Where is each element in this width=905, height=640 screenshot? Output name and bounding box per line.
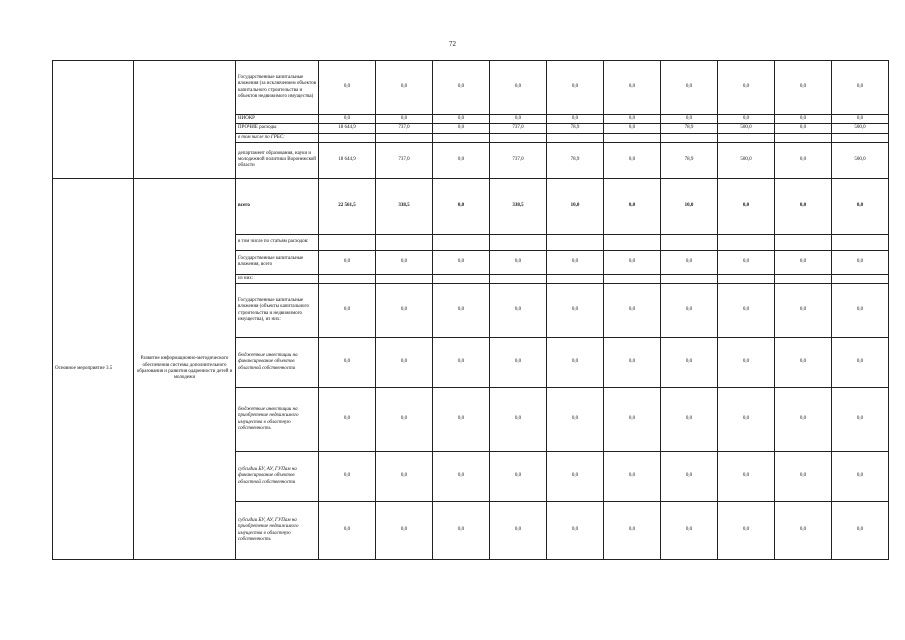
value-cell: 0,0 bbox=[433, 388, 490, 452]
value-cell: 0,0 bbox=[376, 284, 433, 338]
row-label: в том числе по статьям расходов: bbox=[236, 234, 319, 250]
value-cell: 0,0 bbox=[775, 178, 832, 234]
row-label: в том числе по ГРБС: bbox=[236, 133, 319, 142]
value-cell: 0,0 bbox=[832, 250, 889, 274]
row-label: Государственные капитальные вложения (объекты капитального строительства и недвижимого имущества), из них: bbox=[236, 284, 319, 338]
value-cell: 0,0 bbox=[661, 250, 718, 274]
value-cell bbox=[832, 234, 889, 250]
value-cell: 0,0 bbox=[433, 338, 490, 388]
value-cell: 500,0 bbox=[718, 124, 775, 133]
value-cell bbox=[718, 274, 775, 283]
value-cell: 0,0 bbox=[604, 388, 661, 452]
value-cell: 0,0 bbox=[604, 178, 661, 234]
value-cell bbox=[319, 234, 376, 250]
value-cell: 0,0 bbox=[832, 502, 889, 560]
row-label: департамент образования, науки и молодежной политики Воронежской области bbox=[236, 142, 319, 178]
value-cell: 0,0 bbox=[376, 115, 433, 124]
value-cell: 0,0 bbox=[319, 115, 376, 124]
value-cell: 0,0 bbox=[490, 61, 547, 115]
value-cell: 0,0 bbox=[433, 61, 490, 115]
measure-label: Основное мероприятие 3.5 bbox=[53, 178, 134, 559]
value-cell: 0,0 bbox=[775, 115, 832, 124]
value-cell bbox=[661, 274, 718, 283]
row-label: всего bbox=[236, 178, 319, 234]
value-cell: 0,0 bbox=[604, 142, 661, 178]
row-label: НИОКР bbox=[236, 115, 319, 124]
value-cell: 0,0 bbox=[604, 250, 661, 274]
row-label: из них: bbox=[236, 274, 319, 283]
value-cell: 0,0 bbox=[376, 502, 433, 560]
value-cell: 737,0 bbox=[376, 124, 433, 133]
value-cell: 0,0 bbox=[376, 250, 433, 274]
value-cell: 0,0 bbox=[718, 388, 775, 452]
value-cell: 0,0 bbox=[433, 142, 490, 178]
value-cell: 10,0 bbox=[661, 178, 718, 234]
value-cell: 500,0 bbox=[718, 142, 775, 178]
value-cell: 0,0 bbox=[433, 124, 490, 133]
value-cell bbox=[604, 274, 661, 283]
value-cell: 0,0 bbox=[319, 338, 376, 388]
value-cell: 0,0 bbox=[319, 250, 376, 274]
value-cell bbox=[433, 234, 490, 250]
value-cell: 0,0 bbox=[718, 502, 775, 560]
value-cell: 0,0 bbox=[775, 284, 832, 338]
value-cell: 0,0 bbox=[661, 61, 718, 115]
value-cell: 338,5 bbox=[376, 178, 433, 234]
value-cell: 0,0 bbox=[775, 142, 832, 178]
value-cell: 18 644,9 bbox=[319, 124, 376, 133]
value-cell bbox=[661, 234, 718, 250]
value-cell: 0,0 bbox=[832, 388, 889, 452]
value-cell: 0,0 bbox=[547, 452, 604, 502]
row-label: бюджетные инвестиции на приобретение недвижимого имущества в областную собственность bbox=[236, 388, 319, 452]
value-cell bbox=[547, 133, 604, 142]
value-cell: 0,0 bbox=[547, 502, 604, 560]
value-cell: 737,0 bbox=[376, 142, 433, 178]
value-cell: 0,0 bbox=[547, 338, 604, 388]
row-label: субсидии БУ, АУ, ГУПам на финансирование объектов областной собственности bbox=[236, 452, 319, 502]
value-cell: 737,0 bbox=[490, 142, 547, 178]
value-cell: 0,0 bbox=[832, 178, 889, 234]
value-cell: 78,9 bbox=[547, 142, 604, 178]
value-cell: 0,0 bbox=[319, 502, 376, 560]
value-cell: 0,0 bbox=[490, 388, 547, 452]
value-cell bbox=[376, 234, 433, 250]
value-cell: 0,0 bbox=[718, 452, 775, 502]
value-cell: 0,0 bbox=[718, 115, 775, 124]
value-cell bbox=[775, 274, 832, 283]
value-cell bbox=[319, 274, 376, 283]
table-row bbox=[53, 178, 889, 234]
value-cell: 0,0 bbox=[604, 124, 661, 133]
value-cell: 0,0 bbox=[433, 452, 490, 502]
value-cell: 0,0 bbox=[547, 284, 604, 338]
value-cell: 0,0 bbox=[718, 338, 775, 388]
value-cell: 0,0 bbox=[832, 338, 889, 388]
value-cell bbox=[376, 274, 433, 283]
table-row bbox=[53, 61, 889, 115]
value-cell: 0,0 bbox=[832, 115, 889, 124]
value-cell: 0,0 bbox=[490, 250, 547, 274]
row-label: Государственные капитальные вложения, всего bbox=[236, 250, 319, 274]
value-cell: 0,0 bbox=[319, 284, 376, 338]
value-cell: 0,0 bbox=[319, 452, 376, 502]
value-cell bbox=[832, 133, 889, 142]
value-cell bbox=[490, 274, 547, 283]
value-cell: 0,0 bbox=[547, 115, 604, 124]
value-cell: 737,0 bbox=[490, 124, 547, 133]
value-cell: 0,0 bbox=[718, 250, 775, 274]
value-cell bbox=[718, 133, 775, 142]
value-cell: 0,0 bbox=[604, 61, 661, 115]
budget-table bbox=[52, 60, 889, 560]
value-cell: 0,0 bbox=[490, 115, 547, 124]
value-cell: 0,0 bbox=[490, 284, 547, 338]
value-cell: 0,0 bbox=[376, 338, 433, 388]
value-cell bbox=[604, 133, 661, 142]
row-label: бюджетные инвестиции на финансирование объектов областной собственности bbox=[236, 338, 319, 388]
value-cell: 0,0 bbox=[433, 178, 490, 234]
value-cell: 0,0 bbox=[604, 284, 661, 338]
value-cell: 0,0 bbox=[376, 452, 433, 502]
value-cell: 0,0 bbox=[376, 388, 433, 452]
row-label: субсидии БУ, АУ, ГУПам на приобретение недвижимого имущества в областную собственность bbox=[236, 502, 319, 560]
value-cell bbox=[775, 133, 832, 142]
value-cell: 0,0 bbox=[490, 338, 547, 388]
value-cell: 0,0 bbox=[661, 115, 718, 124]
value-cell: 0,0 bbox=[775, 452, 832, 502]
value-cell: 0,0 bbox=[661, 388, 718, 452]
value-cell: 500,0 bbox=[832, 124, 889, 133]
value-cell: 0,0 bbox=[775, 124, 832, 133]
page-number: 72 bbox=[449, 40, 456, 48]
value-cell bbox=[661, 133, 718, 142]
value-cell: 500,0 bbox=[832, 142, 889, 178]
value-cell: 0,0 bbox=[775, 338, 832, 388]
value-cell: 0,0 bbox=[376, 61, 433, 115]
value-cell: 0,0 bbox=[832, 452, 889, 502]
row-label: ПРОЧИЕ расходы bbox=[236, 124, 319, 133]
value-cell: 0,0 bbox=[490, 502, 547, 560]
value-cell: 0,0 bbox=[604, 115, 661, 124]
value-cell bbox=[490, 234, 547, 250]
value-cell bbox=[490, 133, 547, 142]
value-cell: 0,0 bbox=[718, 61, 775, 115]
value-cell: 0,0 bbox=[433, 115, 490, 124]
value-cell: 0,0 bbox=[775, 61, 832, 115]
measure-description: Развитие информационно-методического обеспечения системы дополнительного образования и развития одаренности детей и молодежи bbox=[134, 178, 236, 559]
value-cell: 0,0 bbox=[319, 388, 376, 452]
value-cell: 0,0 bbox=[775, 388, 832, 452]
value-cell: 22 561,5 bbox=[319, 178, 376, 234]
value-cell: 78,9 bbox=[661, 124, 718, 133]
value-cell bbox=[832, 274, 889, 283]
row-label: Государственные капитальные вложения (за исключением объектов капитального строительства и объектов недвижимого имущества) bbox=[236, 61, 319, 115]
value-cell: 0,0 bbox=[604, 452, 661, 502]
value-cell: 0,0 bbox=[433, 502, 490, 560]
value-cell: 0,0 bbox=[775, 250, 832, 274]
value-cell: 0,0 bbox=[661, 452, 718, 502]
value-cell: 0,0 bbox=[718, 178, 775, 234]
value-cell: 0,0 bbox=[319, 61, 376, 115]
value-cell bbox=[376, 133, 433, 142]
value-cell bbox=[319, 133, 376, 142]
value-cell bbox=[433, 274, 490, 283]
value-cell: 0,0 bbox=[775, 502, 832, 560]
value-cell: 10,0 bbox=[547, 178, 604, 234]
value-cell: 0,0 bbox=[832, 284, 889, 338]
value-cell: 0,0 bbox=[604, 338, 661, 388]
value-cell bbox=[433, 133, 490, 142]
value-cell: 78,9 bbox=[547, 124, 604, 133]
value-cell bbox=[547, 234, 604, 250]
value-cell: 0,0 bbox=[433, 284, 490, 338]
value-cell: 0,0 bbox=[661, 338, 718, 388]
value-cell: 0,0 bbox=[718, 284, 775, 338]
value-cell bbox=[604, 234, 661, 250]
value-cell: 0,0 bbox=[490, 452, 547, 502]
value-cell: 0,0 bbox=[547, 388, 604, 452]
value-cell: 0,0 bbox=[547, 250, 604, 274]
value-cell: 338,5 bbox=[490, 178, 547, 234]
value-cell: 0,0 bbox=[661, 284, 718, 338]
value-cell: 0,0 bbox=[433, 250, 490, 274]
value-cell: 0,0 bbox=[661, 502, 718, 560]
value-cell: 0,0 bbox=[604, 502, 661, 560]
value-cell bbox=[547, 274, 604, 283]
value-cell: 18 644,9 bbox=[319, 142, 376, 178]
value-cell: 0,0 bbox=[832, 61, 889, 115]
value-cell bbox=[718, 234, 775, 250]
value-cell bbox=[775, 234, 832, 250]
value-cell: 78,9 bbox=[661, 142, 718, 178]
value-cell: 0,0 bbox=[547, 61, 604, 115]
